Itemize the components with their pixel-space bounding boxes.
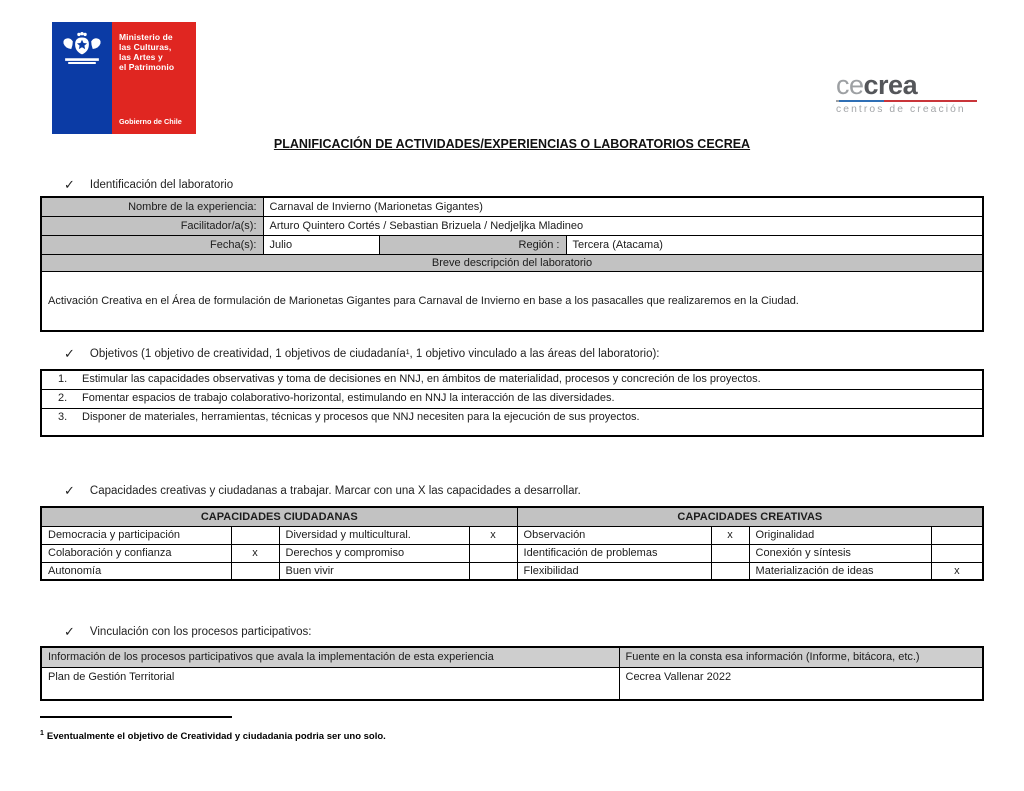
capacidad-cell: Identificación de problemas	[517, 544, 711, 562]
capacidades-table	[40, 506, 984, 581]
capacidad-cell: Colaboración y confianza	[41, 544, 231, 562]
region-label-cell: Región :	[379, 235, 566, 254]
capacidad-cell: Conexión y síntesis	[749, 544, 931, 562]
logo-line: el Patrimonio	[119, 62, 175, 72]
capacidad-mark-cell	[469, 562, 517, 580]
cecrea-ce: ce	[836, 70, 864, 100]
checkmark-icon: ✓	[64, 483, 75, 498]
fuente-header-cell: Fuente en la consta esa información (Informe, bitácora, etc.)	[619, 647, 983, 667]
procesos-value-cell: Plan de Gestión Territorial	[41, 667, 619, 700]
capacidad-cell: Autonomía	[41, 562, 231, 580]
footnote	[40, 730, 386, 742]
capacidades-row	[41, 526, 983, 544]
chile-coat-of-arms-icon	[59, 31, 105, 67]
capacidad-mark-cell	[931, 526, 983, 544]
logo-gobierno-de-chile: Gobierno de Chile	[119, 117, 182, 126]
capacidades-row	[41, 544, 983, 562]
capacidades-row	[41, 562, 983, 580]
logo-line: las Culturas,	[119, 42, 172, 52]
facilitador-label-cell: Facilitador/a(s):	[41, 216, 263, 235]
ciudadanas-header-cell: CAPACIDADES CIUDADANAS	[41, 507, 517, 526]
objetivo-number: 1.	[58, 373, 68, 385]
logo-line: Ministerio de	[119, 32, 173, 42]
logo-red-panel	[112, 22, 196, 134]
cecrea-subtitle: centros de creación	[836, 104, 966, 115]
capacidad-mark-cell	[231, 562, 279, 580]
cecrea-underline	[836, 100, 977, 102]
footnote-text: Eventualmente el objetivo de Creatividad y ciudadania podria ser uno solo.	[46, 731, 386, 743]
capacidad-cell: Observación	[517, 526, 711, 544]
section-heading-label: Vinculación con los procesos participativos:	[89, 626, 312, 638]
cecrea-logo	[836, 72, 977, 115]
descripcion-text-cell: Activación Creativa en el Área de formulación de Marionetas Gigantes para Carnaval de Invierno en base a los pasacalles que realizaremos en la Ciudad.	[41, 271, 983, 331]
capacidad-cell: Derechos y compromiso	[279, 544, 469, 562]
logo-ministry-name	[112, 22, 196, 72]
objetivo-cell	[41, 408, 983, 436]
objetivo-text: Estimular las capacidades observativas y toma de decisiones en NNJ, en ámbitos de materialidad, procesos y concreción de los proyectos.	[82, 373, 761, 385]
capacidad-mark-cell: x	[231, 544, 279, 562]
capacidad-cell: Originalidad	[749, 526, 931, 544]
table-row	[41, 197, 983, 216]
objetivo-row	[41, 370, 983, 389]
capacidad-mark-cell: x	[469, 526, 517, 544]
vinculacion-header-row	[41, 647, 983, 667]
section-heading-objetivos	[64, 345, 660, 361]
document-title: PLANIFICACIÓN DE ACTIVIDADES/EXPERIENCIAS O LABORATORIOS CECREA	[273, 137, 751, 151]
logo-blue-panel	[52, 22, 112, 134]
objetivo-cell	[41, 389, 983, 408]
objetivo-number: 2.	[58, 391, 68, 404]
descripcion-header-cell: Breve descripción del laboratorio	[41, 254, 983, 271]
region-value-cell: Tercera (Atacama)	[566, 235, 983, 254]
section-heading-label: Objetivos (1 objetivo de creatividad, 1 objetivos de ciudadanía¹, 1 objetivo vinculado a las áreas del laboratorio):	[89, 348, 660, 360]
checkmark-icon: ✓	[64, 346, 75, 361]
footnote-marker: 1	[40, 730, 44, 737]
nombre-label-cell: Nombre de la experiencia:	[41, 197, 263, 216]
checkmark-icon: ✓	[64, 624, 75, 639]
section-heading-label: Identificación del laboratorio	[89, 179, 234, 191]
ministerio-culturas-logo	[52, 22, 196, 134]
objetivo-text: Fomentar espacios de trabajo colaborativo-horizontal, estimulando en NNJ la interacción de las diversidades.	[82, 391, 615, 404]
objetivo-row	[41, 389, 983, 408]
creativas-header-cell: CAPACIDADES CREATIVAS	[517, 507, 983, 526]
objetivo-row	[41, 408, 983, 436]
capacidad-mark-cell: x	[711, 526, 749, 544]
capacidad-mark-cell	[231, 526, 279, 544]
fecha-label-cell: Fecha(s):	[41, 235, 263, 254]
facilitador-value-cell: Arturo Quintero Cortés / Sebastian Brizuela / Nedjeljka Mladineo	[263, 216, 983, 235]
table-row	[41, 254, 983, 271]
identificacion-table	[40, 196, 984, 332]
capacidad-cell: Flexibilidad	[517, 562, 711, 580]
objetivos-table	[40, 369, 984, 437]
table-row	[41, 271, 983, 331]
table-row	[41, 235, 983, 254]
table-row	[41, 216, 983, 235]
vinculacion-body-row	[41, 667, 983, 700]
section-heading-label: Capacidades creativas y ciudadanas a trabajar. Marcar con una X las capacidades a desarrollar.	[89, 485, 581, 497]
capacidad-cell: Democracia y participación	[41, 526, 231, 544]
fuente-value-cell: Cecrea Vallenar 2022	[619, 667, 983, 700]
capacidad-mark-cell	[931, 544, 983, 562]
nombre-value-cell: Carnaval de Invierno (Marionetas Gigantes)	[263, 197, 983, 216]
section-heading-identificacion	[64, 176, 233, 192]
capacidad-mark-cell: x	[931, 562, 983, 580]
capacidad-mark-cell	[711, 544, 749, 562]
fecha-value-cell: Julio	[263, 235, 379, 254]
capacidad-cell: Diversidad y multicultural.	[279, 526, 469, 544]
capacidad-mark-cell	[711, 562, 749, 580]
objetivo-number: 3.	[58, 410, 68, 423]
section-heading-vinculacion	[64, 623, 312, 639]
capacidad-cell: Materialización de ideas	[749, 562, 931, 580]
logo-line: las Artes y	[119, 52, 163, 62]
checkmark-icon: ✓	[64, 177, 75, 192]
section-heading-capacidades	[64, 482, 581, 498]
cecrea-wordmark	[836, 72, 977, 99]
capacidad-cell: Buen vivir	[279, 562, 469, 580]
procesos-header-cell: Información de los procesos participativos que avala la implementación de esta experiencia	[41, 647, 619, 667]
footnote-divider	[40, 716, 232, 718]
objetivo-cell	[41, 370, 983, 389]
capacidades-header-row	[41, 507, 983, 526]
objetivo-text: Disponer de materiales, herramientas, técnicas y procesos que NNJ necesiten para la ejecución de sus proyectos.	[82, 410, 640, 423]
vinculacion-table	[40, 646, 984, 701]
capacidad-mark-cell	[469, 544, 517, 562]
cecrea-crea: crea	[863, 70, 918, 100]
